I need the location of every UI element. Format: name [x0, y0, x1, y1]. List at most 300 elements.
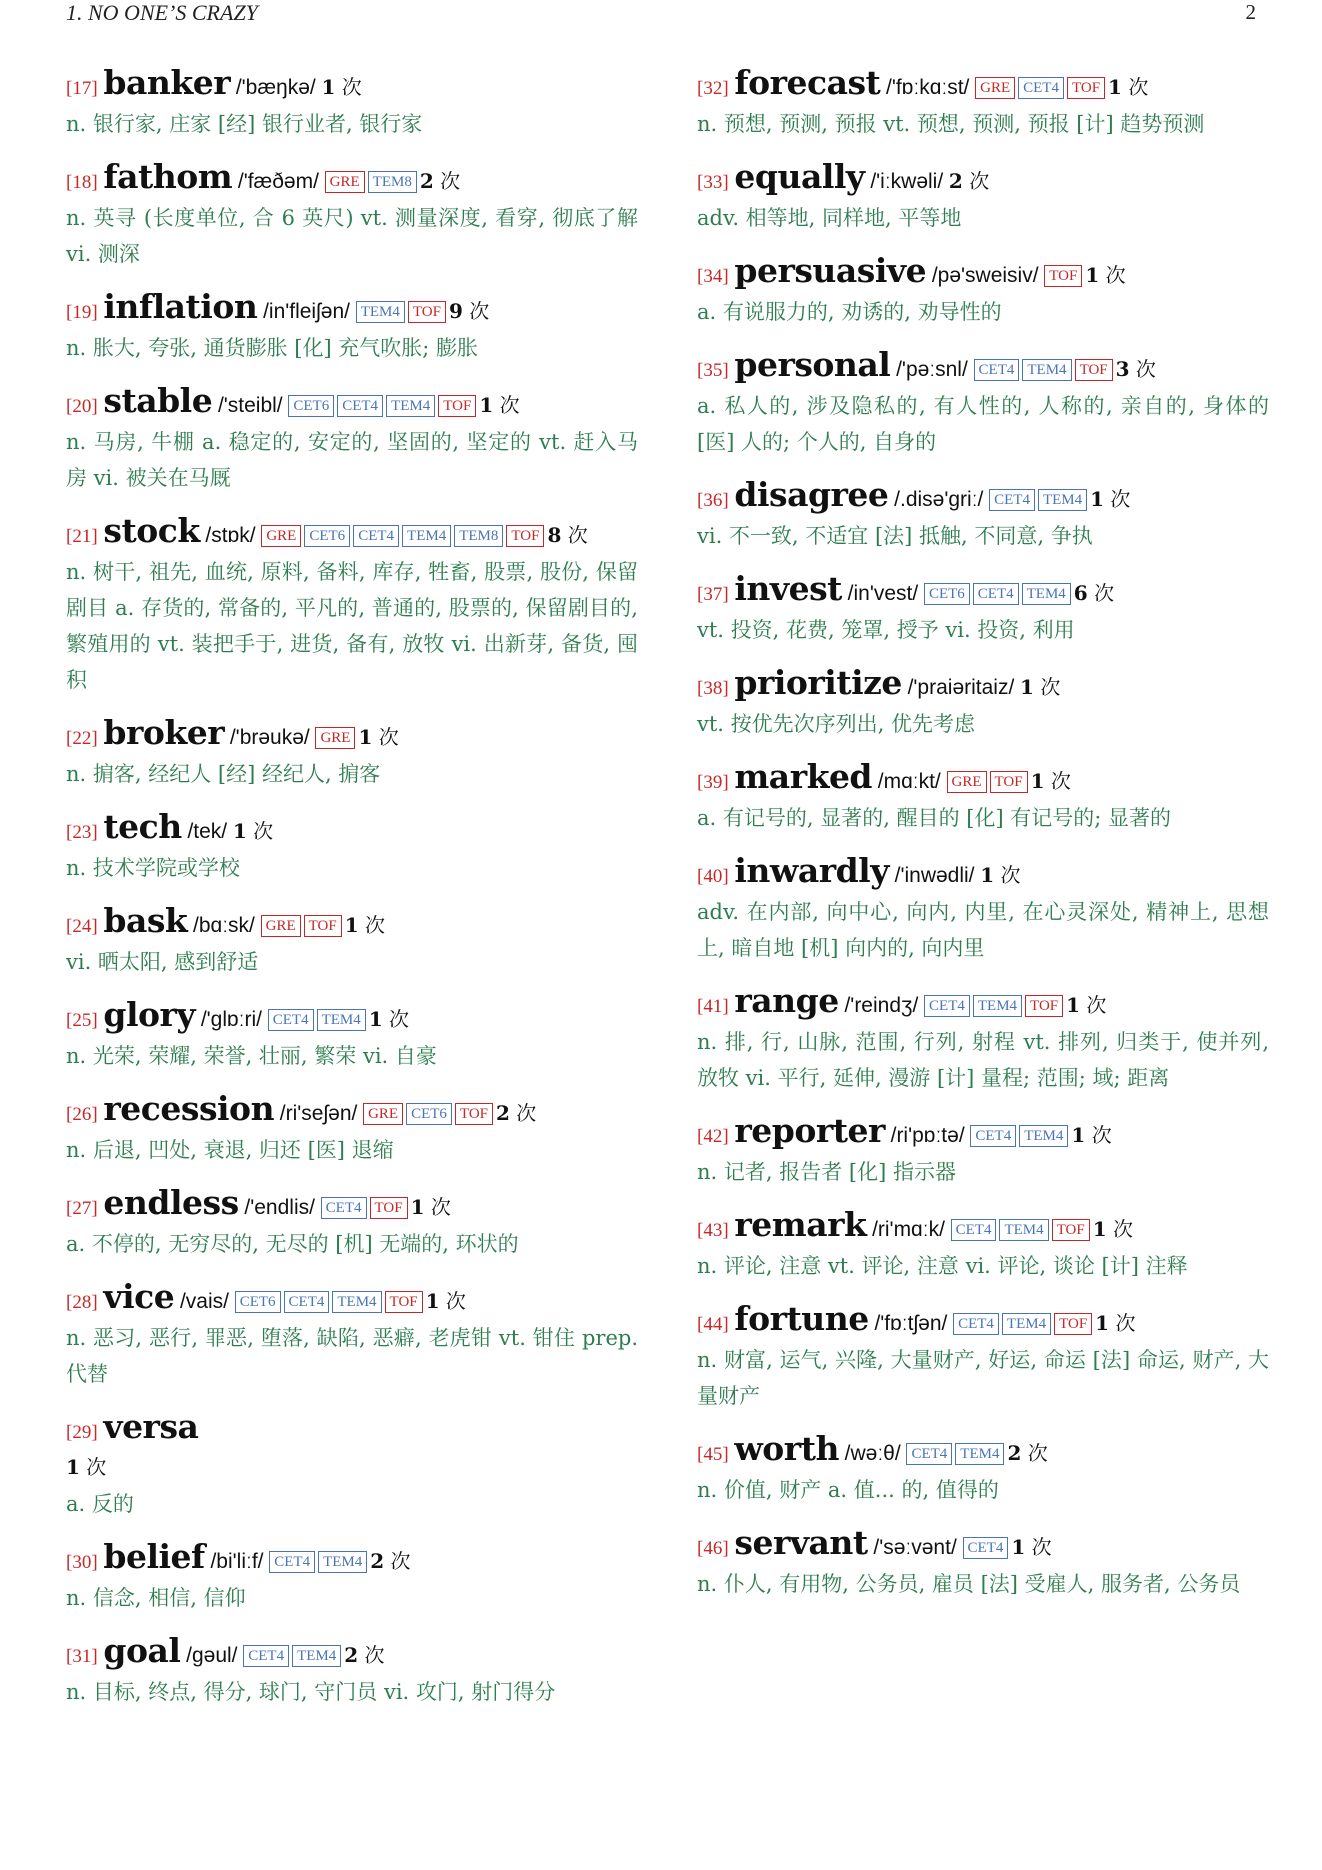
- count-value: 1: [1066, 993, 1081, 1017]
- vocab-entry: [66, 157, 638, 272]
- entry-number: [42]: [697, 1126, 729, 1147]
- definition: n. 排, 行, 山脉, 范围, 行列, 射程 vt. 排列, 归类于, 使并列, 放牧 vi. 平行, 延伸, 漫游 [计] 量程; 范围; 域; 距离: [697, 1030, 1269, 1090]
- headword: versa: [103, 1407, 199, 1446]
- headword-line: [66, 1277, 638, 1320]
- headword-line: [66, 713, 638, 756]
- headword: glory: [103, 995, 196, 1034]
- count-value: 1: [344, 913, 359, 937]
- frequency-count: [233, 819, 273, 843]
- definition: a. 不停的, 无穷尽的, 无尽的 [机] 无端的, 环状的: [66, 1232, 519, 1256]
- phonetic: /'iːkwəli/: [870, 170, 944, 193]
- vocab-entry: [697, 569, 1269, 648]
- phonetic: /bi'liːf/: [210, 1550, 264, 1573]
- entry-number: [32]: [697, 78, 729, 99]
- count-suffix: 次: [389, 1007, 410, 1031]
- count-suffix: 次: [1027, 1441, 1048, 1465]
- frequency-count: [345, 913, 385, 937]
- entry-number: [18]: [66, 172, 98, 193]
- entry-number: [27]: [66, 1198, 98, 1219]
- exam-tag: TEM4: [1022, 359, 1071, 381]
- headword: persuasive: [734, 251, 927, 290]
- definition: n. 记者, 报告者 [化] 指示器: [697, 1160, 956, 1184]
- vocab-entry: [697, 757, 1269, 836]
- exam-tag: TEM4: [292, 1645, 341, 1667]
- exam-tag: CET4: [974, 359, 1020, 381]
- phonetic: /pə'sweisiv/: [931, 264, 1039, 287]
- vocab-entry: [66, 287, 638, 366]
- vocab-entry: [66, 511, 638, 698]
- count-value: 1: [980, 863, 995, 887]
- frequency-count: [321, 75, 361, 99]
- definition: n. 银行家, 庄家 [经] 银行业者, 银行家: [66, 112, 423, 136]
- count-value: 1: [1011, 1535, 1026, 1559]
- phonetic: /gəul/: [186, 1644, 238, 1667]
- vocab-entry: [697, 475, 1269, 554]
- chapter-title: 1. NO ONE’S CRAZY: [66, 0, 258, 25]
- count-value: 1: [321, 75, 336, 99]
- exam-tag: GRE: [363, 1103, 403, 1125]
- headword: belief: [103, 1537, 205, 1576]
- exam-tag: TEM4: [1002, 1313, 1051, 1335]
- exam-tag: TOF: [990, 771, 1028, 793]
- headword-line: [66, 807, 638, 850]
- headword: goal: [103, 1631, 181, 1670]
- vocab-entry: [697, 663, 1269, 742]
- exam-tag: TEM4: [955, 1443, 1004, 1465]
- count-value: 1: [358, 725, 373, 749]
- entry-number: [43]: [697, 1220, 729, 1241]
- definition: n. 后退, 凹处, 衰退, 归还 [医] 退缩: [66, 1138, 394, 1162]
- phonetic: /vais/: [179, 1290, 229, 1313]
- exam-tag: CET4: [321, 1197, 367, 1219]
- headword-line: [697, 1299, 1269, 1342]
- phonetic: /'bæŋkə/: [235, 76, 316, 99]
- phonetic: /'steibl/: [217, 394, 283, 417]
- count-suffix: 次: [341, 75, 362, 99]
- entry-number: [45]: [697, 1444, 729, 1465]
- count-value: 2: [370, 1549, 385, 1573]
- entry-number: [39]: [697, 772, 729, 793]
- vocab-entry: [697, 345, 1269, 460]
- definition: vt. 按优先次序列出, 优先考虑: [697, 712, 976, 736]
- exam-tag: CET6: [288, 395, 334, 417]
- definition: a. 反的: [66, 1492, 134, 1516]
- headword-line: [66, 511, 638, 554]
- headword-line: [697, 1523, 1269, 1566]
- count-suffix: 次: [567, 523, 588, 547]
- headword: inwardly: [734, 851, 889, 890]
- count-suffix: 次: [365, 913, 385, 937]
- frequency-count: [949, 169, 989, 193]
- count-suffix: 次: [430, 1195, 451, 1219]
- phonetic: /ri'mɑːk/: [872, 1218, 945, 1241]
- definition: n. 预想, 预测, 预报 vt. 预想, 预测, 预报 [计] 趋势预测: [697, 112, 1205, 136]
- vocab-entry: [66, 1277, 638, 1392]
- vocab-entry: [66, 381, 638, 496]
- headword-line: [697, 981, 1269, 1024]
- headword: equally: [734, 157, 865, 196]
- headword-line: [66, 381, 638, 424]
- headword: tech: [103, 807, 182, 846]
- phonetic: /'brəukə/: [229, 726, 310, 749]
- phonetic: /stɒk/: [205, 524, 256, 547]
- entry-number: [28]: [66, 1292, 98, 1313]
- exam-tag: TEM4: [402, 525, 451, 547]
- phonetic: /.disə'griː/: [894, 488, 984, 511]
- headword-line: [697, 663, 1269, 706]
- vocab-entry: [66, 713, 638, 792]
- frequency-count: [496, 1101, 536, 1125]
- count-value: 3: [1115, 357, 1130, 381]
- phonetic: /'pəːsnl/: [896, 358, 968, 381]
- vocab-entry: [697, 157, 1269, 236]
- running-header: [66, 0, 1256, 28]
- entry-number: [25]: [66, 1010, 98, 1031]
- headword-line: [697, 1111, 1269, 1154]
- headword-line: [66, 63, 638, 106]
- exam-tag: TEM4: [999, 1219, 1048, 1241]
- headword: reporter: [734, 1111, 885, 1150]
- headword-line: [66, 1631, 638, 1674]
- count-suffix: 次: [1031, 1535, 1052, 1559]
- count-value: 1: [425, 1289, 440, 1313]
- frequency-count: [370, 1549, 410, 1573]
- vocab-entry: [66, 63, 638, 142]
- count-suffix: 次: [1091, 1123, 1112, 1147]
- definition: n. 评论, 注意 vt. 评论, 注意 vi. 评论, 谈论 [计] 注释: [697, 1254, 1188, 1278]
- vocab-entry: [697, 63, 1269, 142]
- definition: n. 价值, 财产 a. 值... 的, 值得的: [697, 1478, 999, 1502]
- definition: n. 目标, 终点, 得分, 球门, 守门员 vi. 攻门, 射门得分: [66, 1680, 556, 1704]
- count-suffix: 次: [1086, 993, 1107, 1017]
- exam-tag: TEM4: [332, 1291, 381, 1313]
- definition: a. 有说服力的, 劝诱的, 劝导性的: [697, 300, 1002, 324]
- vocab-entry: [697, 981, 1269, 1096]
- definition: n. 技术学院或学校: [66, 856, 240, 880]
- vocab-entry: [66, 807, 638, 886]
- vocab-entry: [66, 1407, 638, 1522]
- frequency-count: [411, 1195, 451, 1219]
- count-value: 8: [547, 523, 562, 547]
- entry-number: [26]: [66, 1104, 98, 1125]
- count-value: 2: [1007, 1441, 1022, 1465]
- frequency-count: [449, 299, 489, 323]
- count-value: 1: [1030, 769, 1045, 793]
- exam-tag: CET4: [1018, 77, 1064, 99]
- entry-number: [41]: [697, 996, 729, 1017]
- exam-tag: CET4: [963, 1537, 1009, 1559]
- headword: remark: [734, 1205, 867, 1244]
- vocab-entry: [66, 1631, 638, 1710]
- count-value: 1: [1092, 1217, 1107, 1241]
- headword: endless: [103, 1183, 239, 1222]
- exam-tag: CET4: [268, 1009, 314, 1031]
- exam-tag: TEM4: [318, 1551, 367, 1573]
- entry-number: [35]: [697, 360, 729, 381]
- exam-tag: TEM8: [454, 525, 503, 547]
- frequency-count: [1108, 75, 1148, 99]
- entry-number: [34]: [697, 266, 729, 287]
- headword-line: [66, 157, 638, 200]
- headword: banker: [103, 63, 231, 102]
- count-value: 1: [1090, 487, 1105, 511]
- vocab-entry: [697, 1429, 1269, 1508]
- entry-number: [30]: [66, 1552, 98, 1573]
- count-suffix: 次: [1135, 357, 1156, 381]
- phonetic: /'səːvənt/: [873, 1536, 957, 1559]
- exam-tag: TOF: [1025, 995, 1063, 1017]
- count-value: 2: [419, 169, 434, 193]
- headword: disagree: [734, 475, 889, 514]
- phonetic: /bɑːsk/: [193, 914, 255, 937]
- exam-tag: TOF: [438, 395, 476, 417]
- phonetic: /ri'seʃən/: [279, 1102, 358, 1125]
- count-suffix: 次: [469, 299, 490, 323]
- frequency-count: [1095, 1311, 1135, 1335]
- phonetic: /in'fleiʃən/: [263, 300, 350, 323]
- frequency-count: [344, 1643, 384, 1667]
- frequency-count: [66, 1455, 106, 1479]
- frequency-count: [479, 393, 519, 417]
- headword-line: [697, 63, 1269, 106]
- count-suffix: 次: [499, 393, 520, 417]
- exam-tag: TEM4: [1022, 583, 1071, 605]
- headword: prioritize: [734, 663, 902, 702]
- exam-tag: TOF: [1067, 77, 1105, 99]
- count-suffix: 次: [364, 1643, 385, 1667]
- frequency-count: [547, 523, 587, 547]
- entry-number: [31]: [66, 1646, 98, 1667]
- exam-tag: TEM4: [973, 995, 1022, 1017]
- headword-line: [697, 851, 1269, 894]
- exam-tag: TEM4: [1019, 1125, 1068, 1147]
- headword-line: [66, 1407, 638, 1450]
- count-value: 1: [1085, 263, 1100, 287]
- exam-tag: CET6: [924, 583, 970, 605]
- exam-tag: CET4: [970, 1125, 1016, 1147]
- exam-tag: CET4: [284, 1291, 330, 1313]
- count-suffix: 次: [1110, 487, 1131, 511]
- vocab-entry: [66, 1183, 638, 1262]
- headword-line: [697, 757, 1269, 800]
- exam-tag: TOF: [385, 1291, 423, 1313]
- phonetic: /'praiəritaiz/: [907, 676, 1015, 699]
- headword: worth: [734, 1429, 839, 1468]
- exam-tag: CET4: [951, 1219, 997, 1241]
- exam-tag: CET4: [269, 1551, 315, 1573]
- exam-tag: CET4: [243, 1645, 289, 1667]
- frequency-count: [1066, 993, 1106, 1017]
- frequency-count: [1031, 769, 1071, 793]
- count-value: 1: [1020, 675, 1034, 699]
- entry-number: [19]: [66, 302, 98, 323]
- phonetic: /'inwədli/: [894, 864, 975, 887]
- entry-number: [46]: [697, 1538, 729, 1559]
- headword-line: [697, 157, 1269, 200]
- vocab-entry: [697, 251, 1269, 330]
- definition: n. 光荣, 荣耀, 荣誉, 壮丽, 繁荣 vi. 自豪: [66, 1044, 437, 1068]
- page-number: 2: [1245, 0, 1256, 24]
- count-suffix: 次: [1000, 863, 1021, 887]
- headword: fortune: [734, 1299, 869, 1338]
- headword: bask: [103, 901, 188, 940]
- definition: vi. 晒太阳, 感到舒适: [66, 950, 259, 974]
- vocab-entry: [697, 1205, 1269, 1284]
- vocab-entry: [66, 901, 638, 980]
- exam-tag: TOF: [506, 525, 544, 547]
- frequency-count: [1074, 581, 1114, 605]
- headword-line: [697, 1205, 1269, 1248]
- count-value: 1: [1095, 1311, 1110, 1335]
- exam-tag: TOF: [304, 915, 342, 937]
- definition: n. 仆人, 有用物, 公务员, 雇员 [法] 受雇人, 服务者, 公务员: [697, 1572, 1241, 1596]
- exam-tag: TEM8: [368, 171, 417, 193]
- frequency-count: [1071, 1123, 1111, 1147]
- count-value: 2: [948, 169, 963, 193]
- entry-number: [38]: [697, 678, 729, 699]
- headword: invest: [734, 569, 842, 608]
- count-suffix: 次: [516, 1101, 537, 1125]
- headword-line: [66, 287, 638, 330]
- count-value: 9: [448, 299, 463, 323]
- definition: n. 树干, 祖先, 血统, 原料, 备料, 库存, 牲畜, 股票, 股份, 保留剧目 a. 存货的, 常备的, 平凡的, 普通的, 股票的, 保留剧目的, 繁殖用的 vt. 装把手于, 进货, 备有, 放牧 vi. 出新芽, 备货, 囤积: [66, 560, 638, 692]
- headword: vice: [103, 1277, 175, 1316]
- exam-tag: TEM4: [356, 301, 405, 323]
- vocab-entry: [66, 995, 638, 1074]
- headword-line: [697, 475, 1269, 518]
- frequency-count: [1020, 675, 1060, 699]
- count-value: 6: [1073, 581, 1088, 605]
- count-suffix: 次: [1050, 769, 1071, 793]
- frequency-count: [1085, 263, 1125, 287]
- left-column: [66, 63, 638, 1728]
- count-value: 1: [410, 1195, 425, 1219]
- definition: n. 恶习, 恶行, 罪恶, 堕落, 缺陷, 恶癖, 老虎钳 vt. 钳住 prep. 代替: [66, 1326, 638, 1386]
- frequency-count: [1093, 1217, 1133, 1241]
- definition: adv. 在内部, 向中心, 向内, 内里, 在心灵深处, 精神上, 思想上, 暗自地 [机] 向内的, 向内里: [697, 900, 1269, 960]
- headword: stock: [103, 511, 200, 550]
- definition: vt. 投资, 花费, 笼罩, 授予 vi. 投资, 利用: [697, 618, 1075, 642]
- exam-tag: CET4: [953, 1313, 999, 1335]
- vocab-entry: [66, 1089, 638, 1168]
- count-suffix: 次: [1128, 75, 1149, 99]
- frequency-count: [369, 1007, 409, 1031]
- headword-line: [66, 1183, 638, 1226]
- vocab-entry: [697, 1523, 1269, 1602]
- headword: inflation: [103, 287, 258, 326]
- count-value: 2: [344, 1643, 359, 1667]
- headword: fathom: [103, 157, 233, 196]
- count-value: 2: [496, 1101, 510, 1125]
- phonetic: /ri'pɒːtə/: [890, 1124, 965, 1147]
- count-suffix: 次: [445, 1289, 466, 1313]
- phonetic: /wəːθ/: [844, 1442, 901, 1465]
- frequency-count: [420, 169, 460, 193]
- count-value: 1: [1108, 75, 1122, 99]
- headword: servant: [734, 1523, 868, 1562]
- headword-line: [66, 1537, 638, 1580]
- exam-tag: GRE: [261, 915, 301, 937]
- exam-tag: GRE: [261, 525, 301, 547]
- count-suffix: 次: [86, 1455, 107, 1479]
- phonetic: /tek/: [187, 820, 228, 843]
- entry-number: [36]: [697, 490, 729, 511]
- count-suffix: 次: [969, 169, 990, 193]
- definition: n. 马房, 牛棚 a. 稳定的, 安定的, 坚固的, 坚定的 vt. 赶入马房 vi. 被关在马厩: [66, 430, 638, 490]
- phonetic: /'fɒːkɑːst/: [886, 76, 970, 99]
- headword: forecast: [734, 63, 881, 102]
- count-value: 1: [232, 819, 247, 843]
- exam-tag: CET4: [906, 1443, 952, 1465]
- frequency-count: [980, 863, 1020, 887]
- exam-tag: CET6: [406, 1103, 452, 1125]
- entry-number: [23]: [66, 822, 98, 843]
- phonetic: /mɑːkt/: [877, 770, 941, 793]
- definition: vi. 不一致, 不适宜 [法] 抵触, 不同意, 争执: [697, 524, 1093, 548]
- headword: marked: [734, 757, 873, 796]
- headword-line: [697, 569, 1269, 612]
- frequency-count: [1011, 1535, 1051, 1559]
- exam-tag: TOF: [1075, 359, 1113, 381]
- frequency-count: [1090, 487, 1130, 511]
- entry-number: [44]: [697, 1314, 729, 1335]
- exam-tag: GRE: [315, 727, 355, 749]
- exam-tag: TEM4: [317, 1009, 366, 1031]
- definition: n. 胀大, 夸张, 通货膨胀 [化] 充气吹胀; 膨胀: [66, 336, 479, 360]
- headword: range: [734, 981, 839, 1020]
- exam-tag: TOF: [1044, 265, 1082, 287]
- phonetic: /in'vest/: [847, 582, 919, 605]
- vocab-entry: [697, 851, 1269, 966]
- exam-tag: GRE: [947, 771, 987, 793]
- entry-number: [29]: [66, 1422, 98, 1443]
- entry-number: [17]: [66, 78, 98, 99]
- exam-tag: TEM4: [1038, 489, 1087, 511]
- count-value: 1: [368, 1007, 383, 1031]
- phonetic: /'fɒːtʃən/: [874, 1312, 948, 1335]
- frequency-count: [1007, 1441, 1047, 1465]
- vocab-entry: [66, 1537, 638, 1616]
- count-suffix: 次: [1094, 581, 1115, 605]
- vocab-entry: [697, 1111, 1269, 1190]
- entry-number: [24]: [66, 916, 98, 937]
- phonetic: /'reindʒ/: [844, 994, 919, 1017]
- definition: n. 掮客, 经纪人 [经] 经纪人, 掮客: [66, 762, 381, 786]
- headword-line: [697, 1429, 1269, 1472]
- count-value: 1: [1071, 1123, 1086, 1147]
- exam-tag: CET4: [353, 525, 399, 547]
- frequency-count: [1116, 357, 1156, 381]
- headword-line: [66, 901, 638, 944]
- exam-tag: TOF: [370, 1197, 408, 1219]
- definition: a. 有记号的, 显著的, 醒目的 [化] 有记号的; 显著的: [697, 806, 1172, 830]
- phonetic: /'endlis/: [244, 1196, 315, 1219]
- headword: stable: [103, 381, 213, 420]
- count-line: [66, 1450, 638, 1486]
- count-value: 1: [479, 393, 494, 417]
- exam-tag: TOF: [1052, 1219, 1090, 1241]
- right-column: [697, 63, 1269, 1620]
- headword: broker: [103, 713, 225, 752]
- exam-tag: CET4: [989, 489, 1035, 511]
- entry-number: [21]: [66, 526, 98, 547]
- headword-line: [697, 345, 1269, 388]
- exam-tag: CET4: [973, 583, 1019, 605]
- definition: a. 私人的, 涉及隐私的, 有人性的, 人称的, 亲自的, 身体的 [医] 人的; 个人的, 自身的: [697, 394, 1269, 454]
- exam-tag: CET4: [337, 395, 383, 417]
- exam-tag: TOF: [408, 301, 446, 323]
- definition: n. 信念, 相信, 信仰: [66, 1586, 246, 1610]
